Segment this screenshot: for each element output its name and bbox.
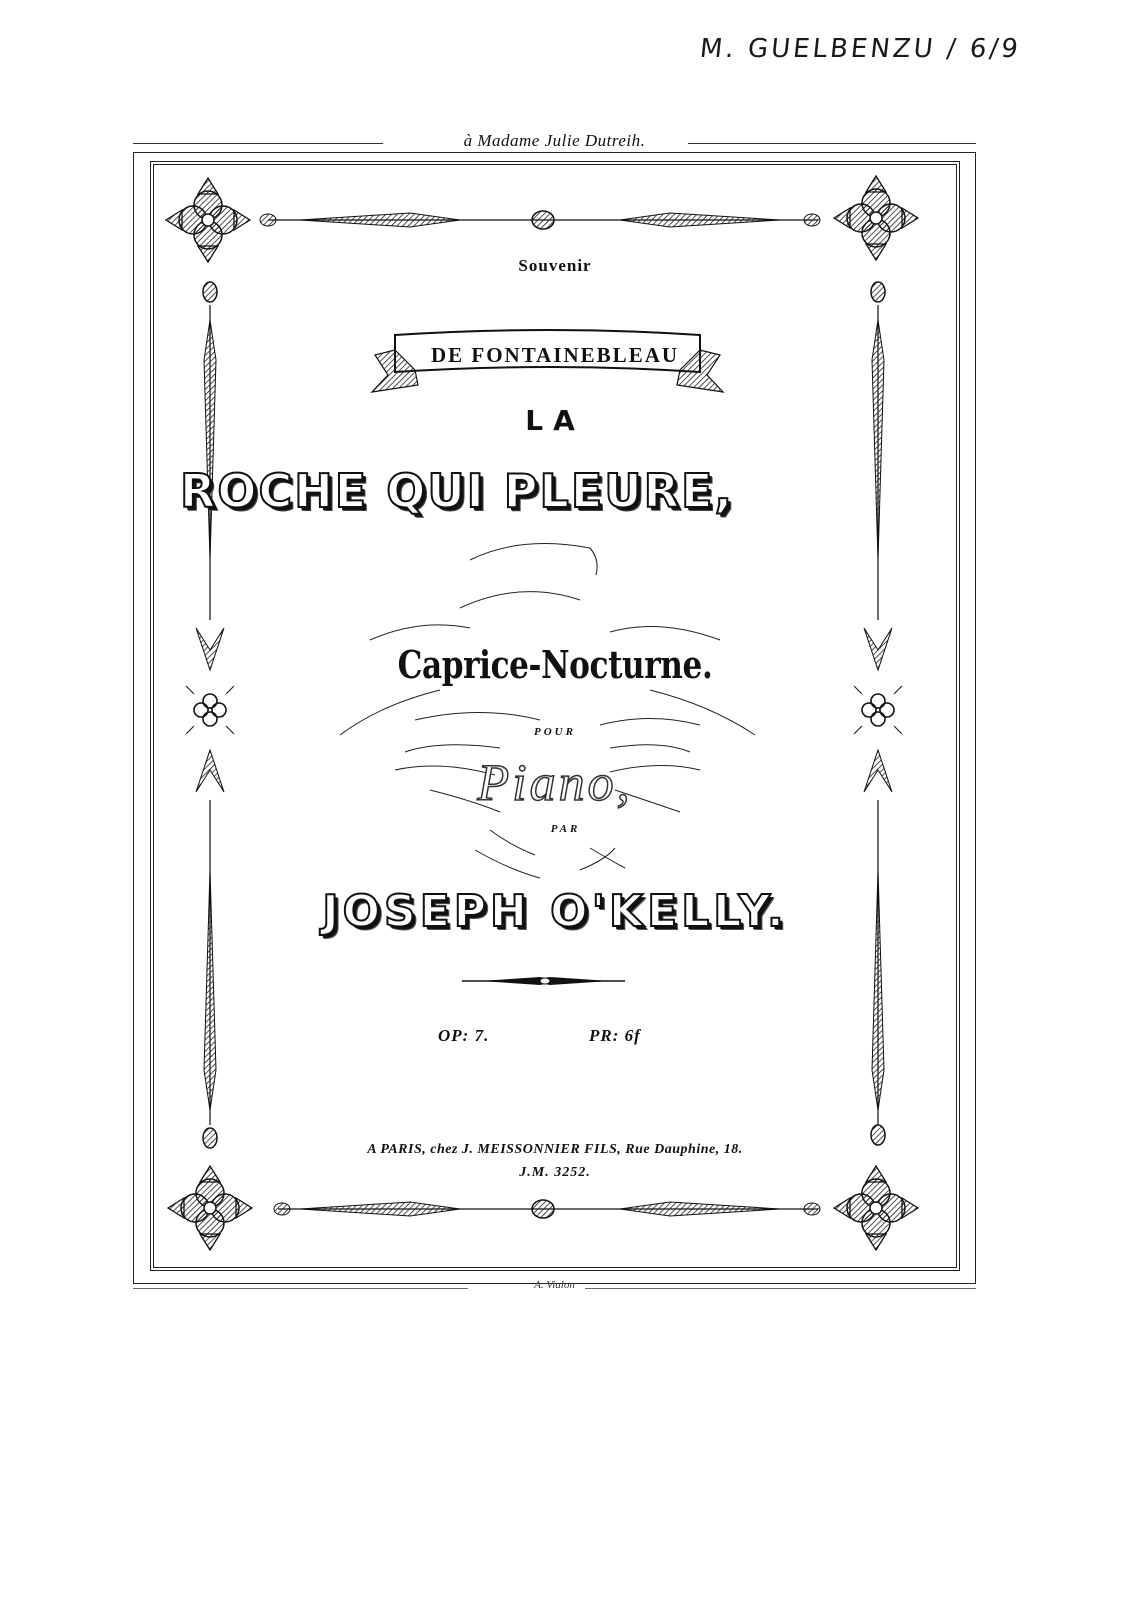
par-label: PAR bbox=[550, 823, 581, 835]
engraver-credit: A. Vialon bbox=[534, 1279, 575, 1291]
subtitle: Caprice-Nocturne. bbox=[397, 642, 713, 687]
banner-text: DE FONTAINEBLEAU bbox=[430, 343, 680, 367]
pour-label: POUR bbox=[534, 726, 576, 738]
price: PR: 6f bbox=[589, 1026, 641, 1045]
composer-divider bbox=[462, 977, 625, 985]
archive-shelfmark: M. GUELBENZU / 6/9 bbox=[698, 34, 1023, 64]
instrument-label: Piano, bbox=[477, 755, 633, 812]
title-article: LA bbox=[525, 404, 585, 437]
engraver-rule-right bbox=[585, 1288, 976, 1289]
bottom-rule-ornament bbox=[274, 1200, 820, 1218]
dedication: à Madame Julie Dutreih. bbox=[463, 131, 646, 150]
main-title: ROCHE QUI PLEURE, bbox=[180, 464, 734, 518]
opus-number: OP: 7. bbox=[438, 1026, 490, 1045]
plate-number: J.M. 3252. bbox=[519, 1165, 591, 1180]
composer-name: JOSEPH O'KELLY. bbox=[322, 886, 788, 937]
flower-ornament-top-left bbox=[166, 178, 250, 262]
top-rule-ornament bbox=[260, 211, 820, 229]
publisher-line: A PARIS, chez J. MEISSONNIER FILS, Rue Dauphine, 18. bbox=[367, 1142, 743, 1157]
flower-ornament-top-right bbox=[834, 176, 918, 260]
souvenir-label: Souvenir bbox=[518, 256, 592, 275]
engraver-row bbox=[133, 1279, 976, 1299]
